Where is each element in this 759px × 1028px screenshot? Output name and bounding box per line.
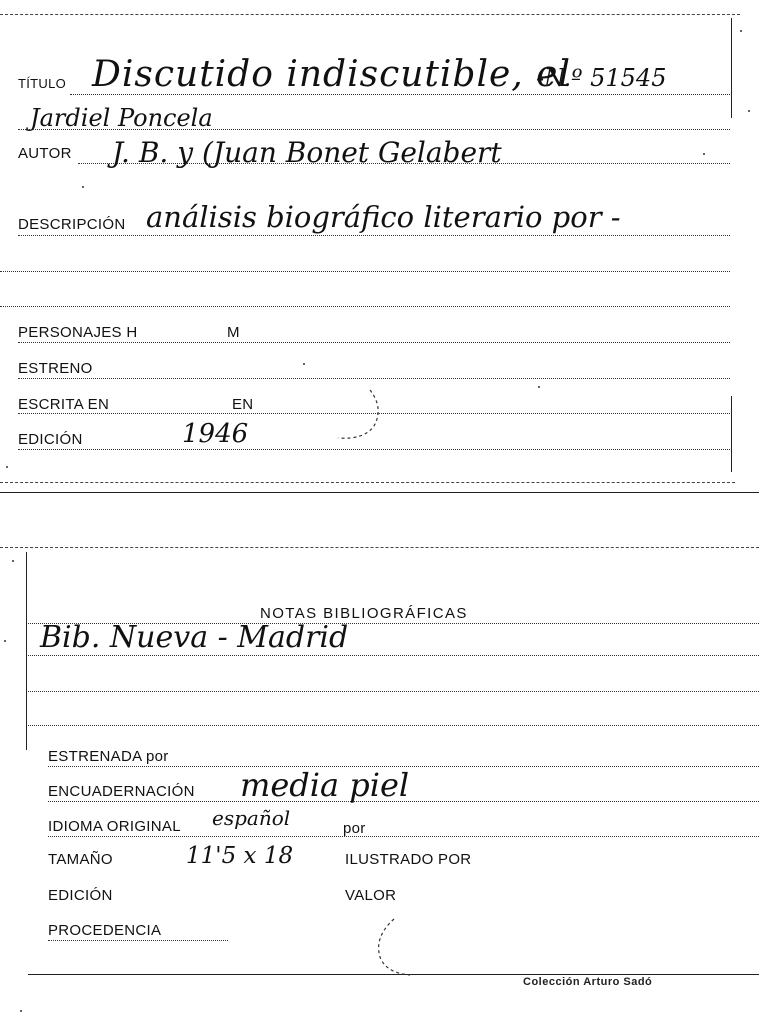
notas-line-3 bbox=[28, 691, 759, 692]
label-titulo: TÍTULO bbox=[18, 76, 67, 91]
descripcion-line-3 bbox=[0, 306, 730, 307]
scan-speck bbox=[20, 1010, 22, 1012]
label-valor: VALOR bbox=[345, 887, 397, 904]
label-descripcion: DESCRIPCIÓN bbox=[18, 216, 126, 233]
autor-value: J. B. y (Juan Bonet Gelabert bbox=[112, 136, 502, 169]
label-personajes-m: M bbox=[227, 324, 240, 341]
label-en: EN bbox=[232, 396, 254, 413]
label-estreno: ESTRENO bbox=[18, 360, 93, 377]
collection-credit: Colección Arturo Sadó bbox=[523, 976, 653, 988]
hole-punch-mark bbox=[370, 917, 420, 979]
scan-speck bbox=[303, 363, 305, 365]
scan-speck bbox=[12, 560, 14, 562]
label-edicion-front: EDICIÓN bbox=[18, 431, 83, 448]
scan-speck bbox=[703, 153, 705, 155]
estreno-line bbox=[18, 378, 730, 379]
descripcion-line-2 bbox=[0, 271, 730, 272]
scan-speck bbox=[538, 386, 540, 388]
label-procedencia: PROCEDENCIA bbox=[48, 922, 162, 939]
scan-speck bbox=[82, 186, 84, 188]
label-tamano: TAMAÑO bbox=[48, 851, 113, 868]
scan-speck bbox=[748, 110, 750, 112]
edicion-front-value: 1946 bbox=[182, 419, 249, 449]
notas-line-2 bbox=[28, 655, 759, 656]
label-autor: AUTOR bbox=[18, 145, 72, 162]
titulo-line-2 bbox=[18, 129, 730, 130]
front-card-right-edge-lower bbox=[731, 396, 732, 472]
front-card-bottom-border bbox=[0, 482, 735, 483]
back-card-left-edge bbox=[26, 552, 27, 750]
titulo-value-line2: Jardiel Poncela bbox=[30, 104, 213, 132]
titulo-value: Discutido indiscutible, el bbox=[92, 54, 571, 95]
notas-value: Bib. Nueva - Madrid bbox=[40, 620, 349, 655]
registry-number: -N.º 51545 bbox=[536, 64, 667, 92]
front-card-right-edge bbox=[731, 18, 732, 118]
edicion-front-line bbox=[18, 449, 730, 450]
hole-punch-mark-front bbox=[328, 386, 384, 446]
scan-speck bbox=[6, 466, 8, 468]
encuadernacion-value: media piel bbox=[240, 766, 410, 804]
notas-heading: NOTAS BIBLIOGRÁFICAS bbox=[260, 605, 468, 622]
descripcion-line bbox=[18, 235, 730, 236]
front-card-top-border bbox=[0, 14, 740, 15]
notas-line-4 bbox=[28, 725, 759, 726]
label-escrita-en: ESCRITA EN bbox=[18, 396, 110, 413]
descripcion-value: análisis biográfico literario por - bbox=[146, 200, 621, 234]
label-por: por bbox=[343, 820, 366, 837]
label-estrenada-por: ESTRENADA por bbox=[48, 748, 169, 765]
label-ilustrado-por: ILUSTRADO POR bbox=[345, 851, 472, 868]
back-card-top-border bbox=[0, 547, 759, 548]
scan-speck bbox=[740, 30, 742, 32]
idioma-original-value: español bbox=[212, 806, 291, 830]
label-personajes-h: PERSONAJES H bbox=[18, 324, 138, 341]
scan-speck bbox=[4, 640, 6, 642]
front-card-cut-line bbox=[0, 492, 759, 493]
personajes-line bbox=[18, 342, 730, 343]
tamano-value: 11'5 x 18 bbox=[186, 843, 294, 869]
label-encuadernacion: ENCUADERNACIÓN bbox=[48, 783, 195, 800]
label-idioma-original: IDIOMA ORIGINAL bbox=[48, 818, 181, 835]
label-edicion-back: EDICIÓN bbox=[48, 887, 113, 904]
idioma-line bbox=[48, 836, 759, 837]
procedencia-line bbox=[48, 940, 228, 941]
